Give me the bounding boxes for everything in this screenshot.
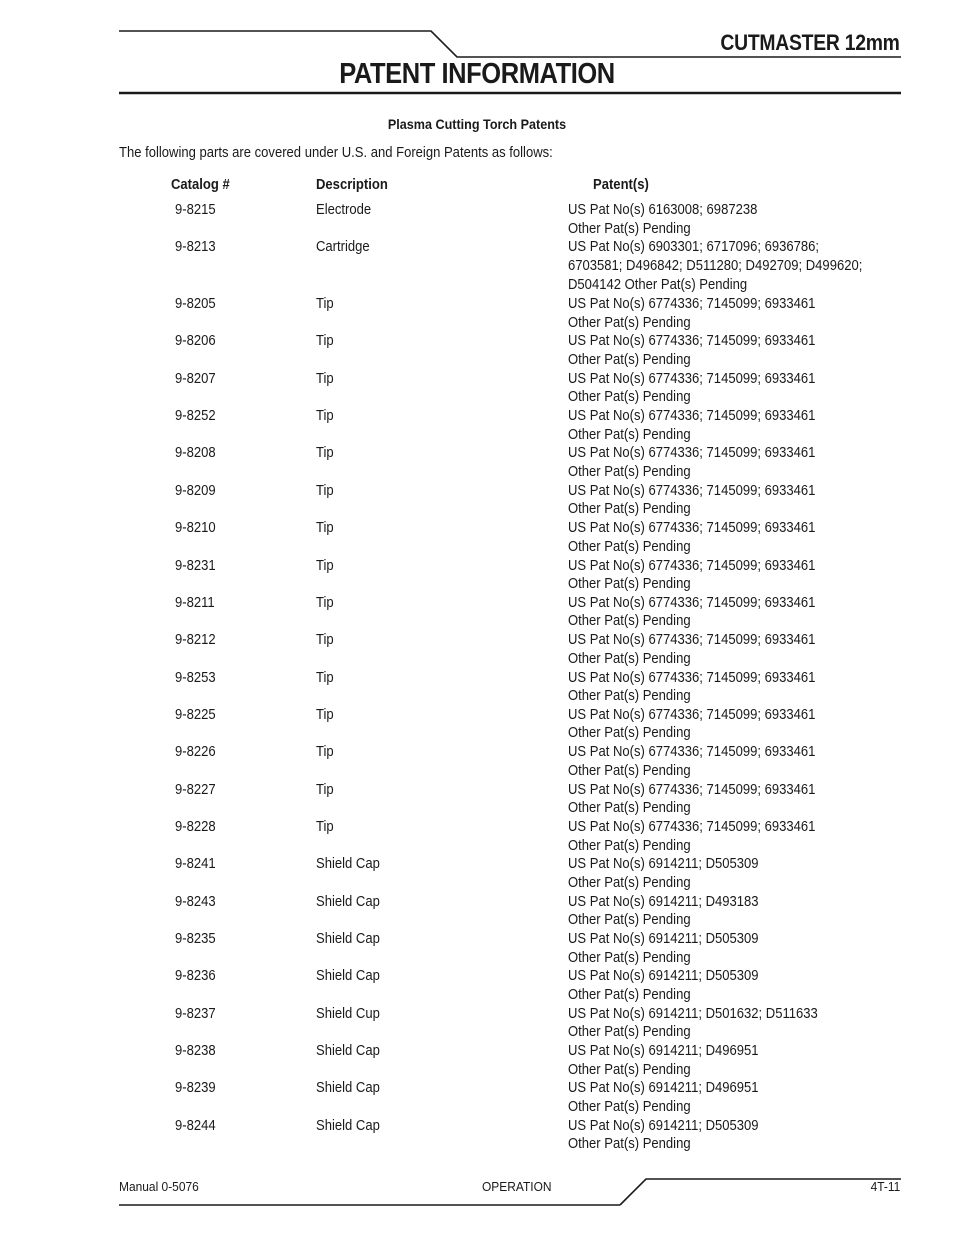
table-row — [0, 1042, 954, 1079]
catalog-number: 9-8237 — [175, 1005, 216, 1022]
table-row — [0, 1079, 954, 1116]
patent-line: US Pat No(s) 6774336; 7145099; 6933461 — [568, 594, 816, 611]
part-description: Tip — [316, 594, 334, 611]
product-name: CUTMASTER 12mm — [720, 30, 900, 55]
part-description: Tip — [316, 482, 334, 499]
table-row — [0, 631, 954, 668]
part-description: Cartridge — [316, 239, 370, 256]
part-description: Shield Cap — [316, 856, 380, 873]
part-description: Shield Cap — [316, 893, 380, 910]
part-description: Tip — [316, 557, 334, 574]
catalog-number: 9-8226 — [175, 744, 216, 761]
patent-line: D504142 Other Pat(s) Pending — [568, 276, 748, 293]
table-row — [0, 818, 954, 855]
patent-numbers — [568, 1042, 759, 1079]
patent-line: Other Pat(s) Pending — [568, 650, 691, 667]
patent-line: Other Pat(s) Pending — [568, 314, 691, 331]
patent-line: Other Pat(s) Pending — [568, 688, 691, 705]
table-row — [0, 669, 954, 706]
footer-section: OPERATION — [482, 1179, 552, 1194]
patent-line: US Pat No(s) 6774336; 7145099; 6933461 — [568, 744, 816, 761]
table-row — [0, 482, 954, 519]
patent-numbers — [568, 594, 815, 631]
patent-numbers — [568, 1005, 818, 1042]
part-description: Tip — [316, 370, 334, 387]
header-catalog: Catalog # — [171, 177, 230, 193]
table-row — [0, 855, 954, 892]
table-row — [0, 743, 954, 780]
patent-line: Other Pat(s) Pending — [568, 1024, 691, 1041]
part-description: Shield Cap — [316, 968, 380, 985]
patent-line: Other Pat(s) Pending — [568, 1061, 691, 1078]
patent-numbers — [568, 557, 815, 594]
patent-line: Other Pat(s) Pending — [568, 464, 691, 481]
catalog-number: 9-8235 — [175, 930, 216, 947]
table-row — [0, 295, 954, 332]
patent-line: US Pat No(s) 6914211; D505309 — [568, 1117, 759, 1134]
patent-line: US Pat No(s) 6903301; 6717096; 6936786; — [568, 239, 820, 256]
table-row — [0, 370, 954, 407]
patent-numbers — [568, 407, 815, 444]
patent-line: Other Pat(s) Pending — [568, 426, 691, 443]
patent-numbers — [568, 893, 759, 930]
section-title: Plasma Cutting Torch Patents — [387, 116, 567, 132]
patent-line: Other Pat(s) Pending — [568, 912, 691, 929]
patent-numbers — [568, 295, 815, 332]
table-row — [0, 238, 954, 295]
patent-line: Other Pat(s) Pending — [568, 1136, 691, 1153]
table-row — [0, 407, 954, 444]
catalog-number: 9-8212 — [175, 632, 216, 649]
patent-line: US Pat No(s) 6163008; 6987238 — [568, 202, 758, 218]
patent-numbers — [568, 370, 815, 407]
table-row — [0, 444, 954, 481]
patent-numbers — [568, 855, 759, 892]
patent-line: Other Pat(s) Pending — [568, 949, 691, 966]
catalog-number: 9-8210 — [175, 520, 216, 537]
part-description: Tip — [316, 632, 334, 649]
patent-line: US Pat No(s) 6774336; 7145099; 6933461 — [568, 557, 816, 574]
patent-numbers — [568, 669, 815, 706]
table-row — [0, 930, 954, 967]
patent-line: Other Pat(s) Pending — [568, 725, 691, 742]
catalog-number: 9-8228 — [175, 818, 216, 835]
patent-line: US Pat No(s) 6914211; D505309 — [568, 856, 759, 873]
catalog-number: 9-8253 — [175, 669, 216, 686]
patent-numbers — [568, 332, 815, 369]
patent-line: Other Pat(s) Pending — [568, 220, 691, 237]
patent-line: US Pat No(s) 6774336; 7145099; 6933461 — [568, 818, 816, 835]
catalog-number: 9-8207 — [175, 370, 216, 387]
part-description: Tip — [316, 818, 334, 835]
patent-line: Other Pat(s) Pending — [568, 501, 691, 518]
part-description: Tip — [316, 781, 334, 798]
patent-line: US Pat No(s) 6914211; D505309 — [568, 968, 759, 985]
part-description: Electrode — [316, 202, 372, 218]
patent-numbers — [568, 482, 815, 519]
patent-line: US Pat No(s) 6774336; 7145099; 6933461 — [568, 296, 816, 313]
patent-line: Other Pat(s) Pending — [568, 762, 691, 779]
patent-line: Other Pat(s) Pending — [568, 800, 691, 817]
patent-line: Other Pat(s) Pending — [568, 874, 691, 891]
patent-numbers — [568, 743, 815, 780]
patent-numbers — [568, 1079, 759, 1116]
footer-manual: Manual 0-5076 — [119, 1179, 199, 1194]
catalog-number: 9-8213 — [175, 239, 216, 256]
table-row — [0, 1117, 954, 1154]
patent-line: Other Pat(s) Pending — [568, 613, 691, 630]
patent-line: US Pat No(s) 6774336; 7145099; 6933461 — [568, 706, 816, 723]
catalog-number: 9-8241 — [175, 856, 216, 873]
catalog-number: 9-8244 — [175, 1117, 216, 1134]
footer-page-number: 4T-11 — [870, 1179, 900, 1194]
patent-line: Other Pat(s) Pending — [568, 837, 691, 854]
patent-line: 6703581; D496842; D511280; D492709; D499620; — [568, 257, 863, 274]
catalog-number: 9-8205 — [175, 296, 216, 313]
patent-numbers — [568, 930, 759, 967]
part-description: Shield Cup — [316, 1005, 380, 1022]
patent-line: US Pat No(s) 6774336; 7145099; 6933461 — [568, 632, 816, 649]
catalog-number: 9-8209 — [175, 482, 216, 499]
table-row — [0, 1005, 954, 1042]
patent-line: US Pat No(s) 6774336; 7145099; 6933461 — [568, 781, 816, 798]
intro-text: The following parts are covered under U.S. and Foreign Patents as follows: — [119, 145, 553, 161]
catalog-number: 9-8239 — [175, 1080, 216, 1097]
header-description: Description — [316, 177, 388, 193]
catalog-number: 9-8243 — [175, 893, 216, 910]
table-row — [0, 201, 954, 238]
catalog-number: 9-8206 — [175, 333, 216, 350]
part-description: Tip — [316, 706, 334, 723]
part-description: Tip — [316, 445, 334, 462]
part-description: Tip — [316, 296, 334, 313]
patent-line: US Pat No(s) 6914211; D496951 — [568, 1080, 759, 1097]
part-description: Tip — [316, 744, 334, 761]
patent-line: US Pat No(s) 6914211; D501632; D511633 — [568, 1005, 818, 1022]
patent-line: US Pat No(s) 6914211; D493183 — [568, 893, 759, 910]
patent-table — [0, 201, 954, 1154]
header-patents: Patent(s) — [593, 177, 649, 193]
patent-line: US Pat No(s) 6774336; 7145099; 6933461 — [568, 520, 816, 537]
patent-line: Other Pat(s) Pending — [568, 1098, 691, 1115]
catalog-number: 9-8227 — [175, 781, 216, 798]
part-description: Shield Cap — [316, 930, 380, 947]
patent-line: Other Pat(s) Pending — [568, 576, 691, 593]
table-row — [0, 519, 954, 556]
part-description: Tip — [316, 669, 334, 686]
part-description: Tip — [316, 520, 334, 537]
table-row — [0, 967, 954, 1004]
table-row — [0, 706, 954, 743]
part-description: Shield Cap — [316, 1080, 380, 1097]
patent-line: Other Pat(s) Pending — [568, 986, 691, 1003]
table-row — [0, 594, 954, 631]
catalog-number: 9-8225 — [175, 706, 216, 723]
page-title: PATENT INFORMATION — [339, 58, 615, 90]
catalog-number: 9-8231 — [175, 557, 216, 574]
catalog-number: 9-8208 — [175, 445, 216, 462]
catalog-number: 9-8236 — [175, 968, 216, 985]
part-description: Tip — [316, 408, 334, 425]
part-description: Shield Cap — [316, 1042, 380, 1059]
part-description: Tip — [316, 333, 334, 350]
patent-line: US Pat No(s) 6774336; 7145099; 6933461 — [568, 408, 816, 425]
patent-line: US Pat No(s) 6914211; D496951 — [568, 1042, 759, 1059]
catalog-number: 9-8211 — [175, 594, 215, 611]
patent-numbers — [568, 519, 815, 556]
patent-line: US Pat No(s) 6774336; 7145099; 6933461 — [568, 482, 816, 499]
patent-line: US Pat No(s) 6774336; 7145099; 6933461 — [568, 333, 816, 350]
patent-numbers — [568, 631, 815, 668]
patent-line: Other Pat(s) Pending — [568, 352, 691, 369]
patent-line: US Pat No(s) 6774336; 7145099; 6933461 — [568, 669, 816, 686]
patent-numbers — [568, 201, 757, 238]
table-row — [0, 781, 954, 818]
patent-line: Other Pat(s) Pending — [568, 389, 691, 406]
patent-numbers — [568, 238, 862, 294]
catalog-number: 9-8215 — [175, 202, 216, 218]
patent-numbers — [568, 967, 759, 1004]
patent-numbers — [568, 1117, 759, 1154]
patent-numbers — [568, 781, 815, 818]
part-description: Shield Cap — [316, 1117, 380, 1134]
patent-numbers — [568, 706, 815, 743]
patent-line: US Pat No(s) 6914211; D505309 — [568, 930, 759, 947]
table-row — [0, 332, 954, 369]
patent-numbers — [568, 818, 815, 855]
table-row — [0, 893, 954, 930]
patent-numbers — [568, 444, 815, 481]
patent-line: US Pat No(s) 6774336; 7145099; 6933461 — [568, 445, 816, 462]
footer-top-rule — [620, 1179, 901, 1205]
table-row — [0, 557, 954, 594]
patent-line: Other Pat(s) Pending — [568, 538, 691, 555]
patent-line: US Pat No(s) 6774336; 7145099; 6933461 — [568, 370, 816, 387]
catalog-number: 9-8252 — [175, 408, 216, 425]
catalog-number: 9-8238 — [175, 1042, 216, 1059]
